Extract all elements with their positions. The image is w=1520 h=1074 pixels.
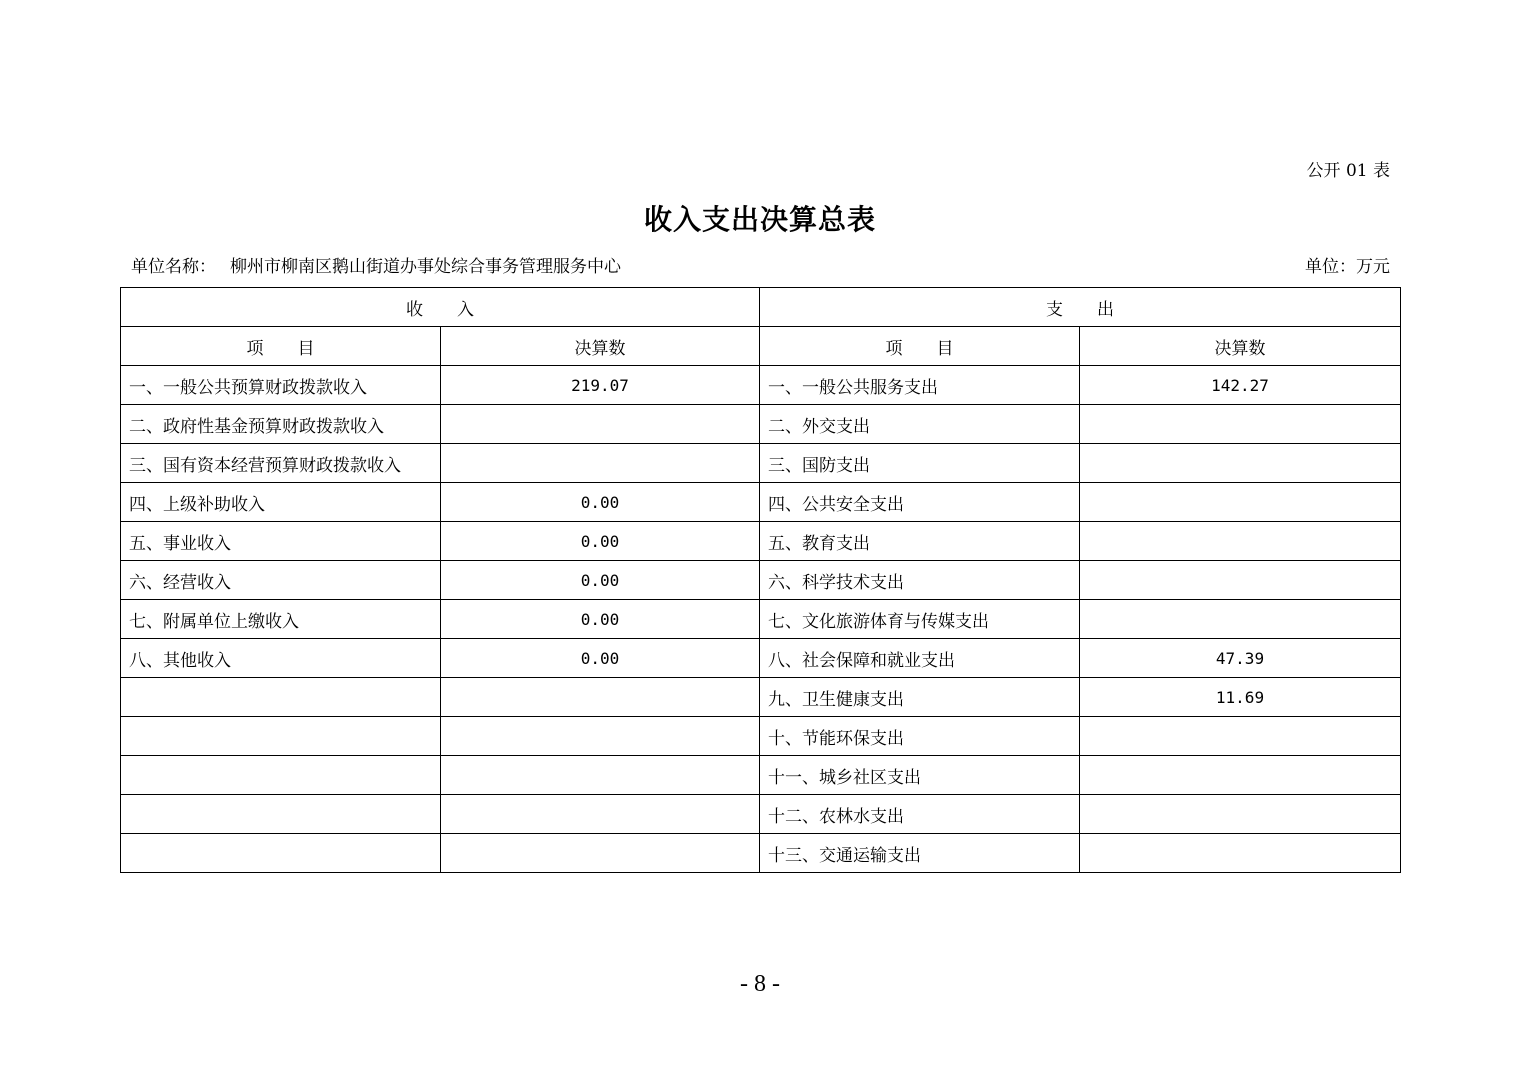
income-item-cell: 二、政府性基金预算财政拨款收入	[121, 405, 441, 444]
expense-section-header: 支 出	[760, 288, 1401, 327]
expense-item-cell: 八、社会保障和就业支出	[760, 639, 1080, 678]
expense-amount-cell	[1080, 834, 1401, 873]
income-amount-cell	[441, 678, 760, 717]
expense-amount-cell	[1080, 444, 1401, 483]
expense-amount-cell	[1080, 756, 1401, 795]
income-item-cell	[121, 834, 441, 873]
expense-item-cell: 三、国防支出	[760, 444, 1080, 483]
expense-amount-cell: 11.69	[1080, 678, 1401, 717]
table-row	[121, 756, 1401, 795]
income-item-cell: 六、经营收入	[121, 561, 441, 600]
expense-amount-cell: 142.27	[1080, 366, 1401, 405]
income-item-cell	[121, 717, 441, 756]
column-header-row	[121, 327, 1401, 366]
unit-name-line	[131, 256, 621, 278]
income-item-cell: 七、附属单位上缴收入	[121, 600, 441, 639]
income-amount-cell: 0.00	[441, 483, 760, 522]
expense-item-cell: 七、文化旅游体育与传媒支出	[760, 600, 1080, 639]
income-amount-header: 决算数	[441, 327, 760, 366]
income-amount-cell	[441, 756, 760, 795]
income-amount-cell	[441, 405, 760, 444]
unit-label: 单位：万元	[1305, 257, 1390, 277]
income-amount-cell	[441, 444, 760, 483]
expense-item-cell: 一、一般公共服务支出	[760, 366, 1080, 405]
income-amount-cell	[441, 717, 760, 756]
expense-item-cell: 十、节能环保支出	[760, 717, 1080, 756]
expense-amount-cell	[1080, 483, 1401, 522]
income-item-cell: 五、事业收入	[121, 522, 441, 561]
unit-name-value: 柳州市柳南区鹅山街道办事处综合事务管理服务中心	[230, 257, 621, 277]
unit-name-label: 单位名称：	[131, 257, 216, 277]
expense-item-cell: 四、公共安全支出	[760, 483, 1080, 522]
section-header-row	[121, 288, 1401, 327]
table-row	[121, 561, 1401, 600]
table-row	[121, 522, 1401, 561]
expense-amount-cell	[1080, 561, 1401, 600]
expense-item-cell: 十二、农林水支出	[760, 795, 1080, 834]
income-item-cell: 一、一般公共预算财政拨款收入	[121, 366, 441, 405]
income-amount-cell: 0.00	[441, 561, 760, 600]
income-item-cell	[121, 678, 441, 717]
income-item-cell: 三、国有资本经营预算财政拨款收入	[121, 444, 441, 483]
income-expense-table	[120, 287, 1401, 873]
expense-amount-cell: 47.39	[1080, 639, 1401, 678]
table-row	[121, 639, 1401, 678]
table-row	[121, 600, 1401, 639]
income-amount-cell: 0.00	[441, 600, 760, 639]
table-row	[121, 717, 1401, 756]
expense-item-cell: 九、卫生健康支出	[760, 678, 1080, 717]
table-row	[121, 678, 1401, 717]
table-code: 公开 01 表	[1306, 161, 1390, 181]
table-row	[121, 444, 1401, 483]
table-row	[121, 483, 1401, 522]
income-amount-cell: 0.00	[441, 639, 760, 678]
expense-amount-cell	[1080, 717, 1401, 756]
expense-amount-cell	[1080, 405, 1401, 444]
income-item-header: 项 目	[121, 327, 441, 366]
income-section-header: 收 入	[121, 288, 760, 327]
income-item-cell: 四、上级补助收入	[121, 483, 441, 522]
income-amount-cell	[441, 795, 760, 834]
expense-item-cell: 十一、城乡社区支出	[760, 756, 1080, 795]
income-item-cell	[121, 795, 441, 834]
page-number: - 8 -	[740, 971, 780, 997]
income-amount-cell: 0.00	[441, 522, 760, 561]
expense-item-cell: 六、科学技术支出	[760, 561, 1080, 600]
expense-item-cell: 十三、交通运输支出	[760, 834, 1080, 873]
income-amount-cell: 219.07	[441, 366, 760, 405]
expense-item-header: 项 目	[760, 327, 1080, 366]
expense-amount-cell	[1080, 795, 1401, 834]
table-row	[121, 405, 1401, 444]
expense-amount-cell	[1080, 522, 1401, 561]
expense-item-cell: 二、外交支出	[760, 405, 1080, 444]
income-amount-cell	[441, 834, 760, 873]
income-item-cell	[121, 756, 441, 795]
income-item-cell: 八、其他收入	[121, 639, 441, 678]
table-row	[121, 834, 1401, 873]
expense-amount-cell	[1080, 600, 1401, 639]
table-row	[121, 366, 1401, 405]
expense-amount-header: 决算数	[1080, 327, 1401, 366]
page-title: 收入支出决算总表	[643, 203, 876, 236]
expense-item-cell: 五、教育支出	[760, 522, 1080, 561]
table-row	[121, 795, 1401, 834]
